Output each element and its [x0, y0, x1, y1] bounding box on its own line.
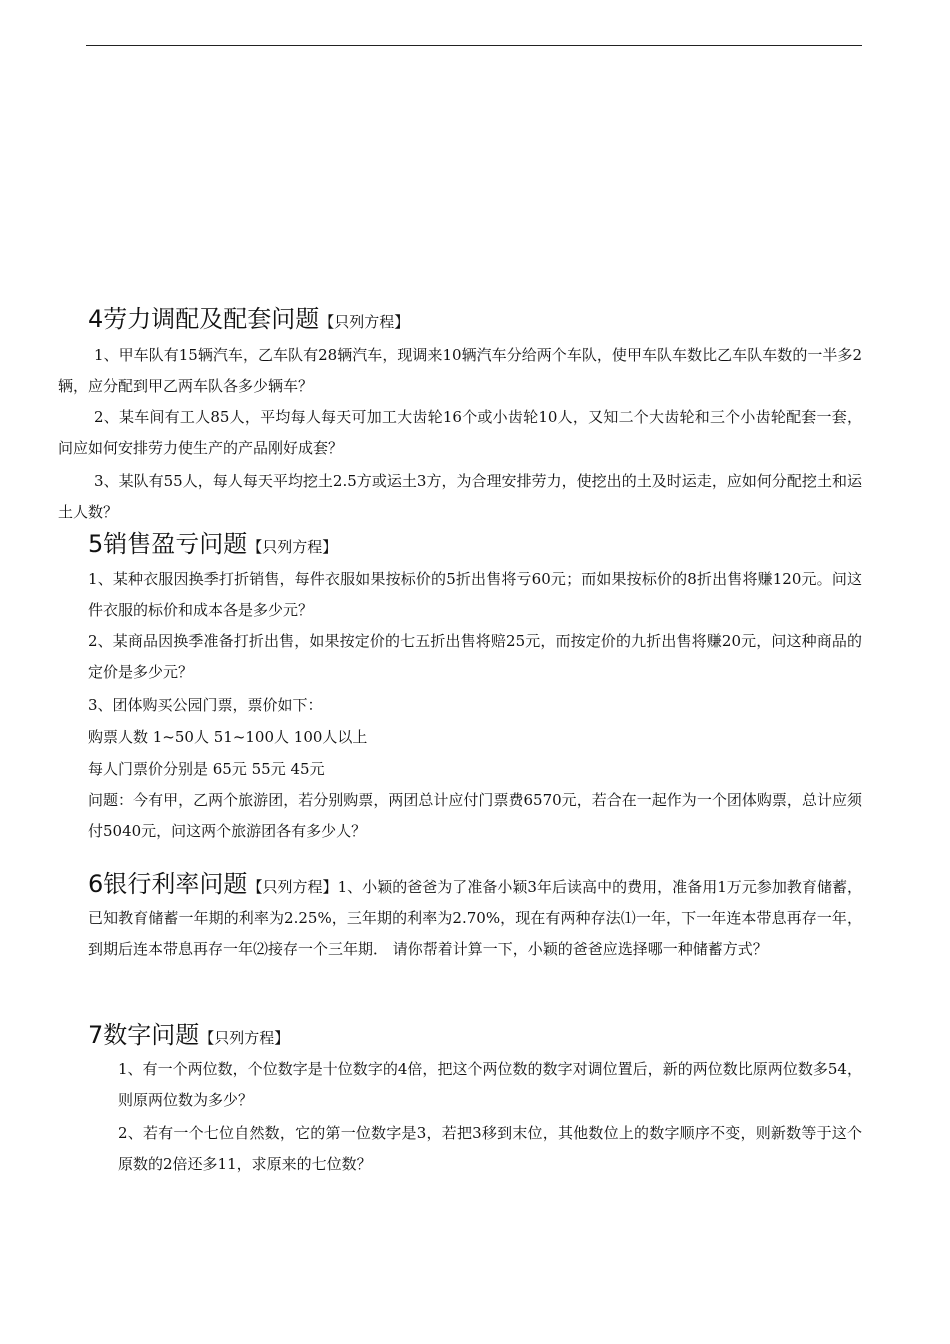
price-table-row-2: 每人门票价分别是 65元 55元 45元 [88, 760, 325, 778]
section-5-question-3-text: 问题：今有甲，乙两个旅游团，若分别购票，两团总计应付门票费6570元，若合在一起作为一个团体购票，总计应须付5040元，问这两个旅游团各有多少人？ [88, 791, 862, 840]
section-7-title: 7数字问题 [88, 1021, 200, 1049]
section-5-question-2: 2、某商品因换季准备打折出售，如果按定价的七五折出售将赔25元，而按定价的九折出售将赚20元，问这种商品的定价是多少元？ [88, 632, 862, 681]
price-table-row-1: 购票人数 1~50人 51~100人 100人以上 [88, 728, 368, 746]
section-4-question-2: 2、某车间有工人85人，平均每人每天可加工大齿轮16个或小齿轮10人，又知二个大齿轮和三个小齿轮配套一套，问应如何安排劳力使生产的产品刚好成套？ [58, 408, 862, 457]
section-4-heading [88, 303, 409, 338]
section-5-title: 5销售盈亏问题 [88, 530, 248, 558]
section-4-tag: 【只列方程】 [319, 313, 410, 331]
section-6-paragraph [88, 869, 862, 965]
section-6-title: 6银行利率问题 [88, 870, 248, 898]
section-5-question-3: 3、团体购买公园门票，票价如下： [88, 696, 323, 714]
section-5-heading [88, 528, 337, 563]
section-7-tag: 【只列方程】 [199, 1029, 290, 1047]
section-4-question-3: 3、某队有55人，每人每天平均挖土2.5方或运土3方，为合理安排劳力，使挖出的土及时运走，应如何分配挖土和运土人数？ [58, 472, 862, 521]
section-4-title: 4劳力调配及配套问题 [88, 305, 320, 333]
section-7-heading [88, 1019, 289, 1054]
section-7-question-1: 1、有一个两位数，个位数字是十位数字的4倍，把这个两位数的数字对调位置后，新的两位数比原两位数多54，则原两位数为多少？ [118, 1060, 862, 1109]
section-5-question-1: 1、某种衣服因换季打折销售，每件衣服如果按标价的5折出售将亏60元；而如果按标价的8折出售将赚120元。问这件衣服的标价和成本各是多少元？ [88, 570, 862, 619]
header-rule [86, 45, 862, 46]
section-5-tag: 【只列方程】 [247, 538, 338, 556]
section-4-question-1: 1、甲车队有15辆汽车，乙车队有28辆汽车，现调来10辆汽车分给两个车队，使甲车队车数比乙车队车数的一半多2辆，应分配到甲乙两车队各多少辆车？ [58, 346, 862, 395]
section-6-tag: 【只列方程】 [247, 878, 338, 896]
section-7-question-2: 2、若有一个七位自然数，它的第一位数字是3，若把3移到末位，其他数位上的数字顺序不变，则新数等于这个原数的2倍还多11，求原来的七位数？ [118, 1124, 862, 1173]
section-6-question-1: 1、小颖的爸爸为了准备小颖3年后读高中的费用，准备用1万元参加教育储蓄， 已知教育储蓄一年期的利率为2.25%，三年期的利率为2.70%，现在有两种存法⑴一年，下一年连本带息再存一年，到期后连本带息再存一年⑵接存一个三年期． 请你帮着计算一下，小颖的爸爸应选择哪一种储蓄方式？ [88, 878, 862, 958]
